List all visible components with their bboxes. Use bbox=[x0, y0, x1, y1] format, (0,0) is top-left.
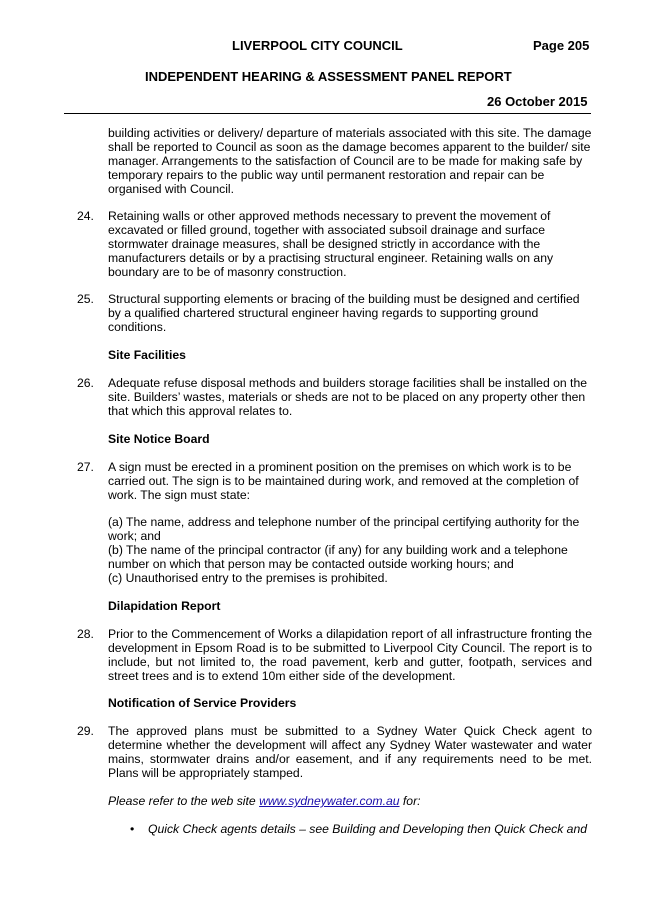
bullet-icon: • bbox=[130, 822, 135, 836]
refer-line bbox=[108, 794, 592, 808]
condition-26-number: 26. bbox=[77, 376, 94, 390]
sign-item-a: (a) The name, address and telephone number of the principal certifying authority for the work; and bbox=[108, 515, 580, 543]
sign-item-b: (b) The name of the principal contractor (if any) for any building work and a telephone number on which that person may be contacted outside working hours; and bbox=[108, 543, 568, 571]
heading-site-facilities: Site Facilities bbox=[108, 348, 186, 362]
condition-27-number: 27. bbox=[77, 460, 94, 474]
condition-29-text: The approved plans must be submitted to a Sydney Water Quick Check agent to determine whether the development will affect any Sydney Water wastewater and water mains, stormwater drains and/or easement, and if any requirements need to be met. Plans will be appropriately stamped. bbox=[108, 724, 592, 780]
heading-site-notice-board: Site Notice Board bbox=[108, 432, 210, 446]
refer-suffix: for: bbox=[399, 794, 421, 808]
condition-24-text: Retaining walls or other approved methods necessary to prevent the movement of excavated or filled ground, together with associated subsoil drainage and surface stormwater drainage measures, shall be designed strictly in accordance with the manufacturers details or by a practising structural engineer. Retaining walls on any boundary are to be of masonry construction. bbox=[108, 209, 554, 279]
council-name: LIVERPOOL CITY COUNCIL bbox=[232, 38, 403, 53]
condition-28-number: 28. bbox=[77, 627, 94, 641]
condition-25-number: 25. bbox=[77, 292, 94, 306]
bullet-item-quick-check: Quick Check agents details – see Building and Developing then Quick Check and bbox=[148, 822, 588, 836]
condition-28-text: Prior to the Commencement of Works a dilapidation report of all infrastructure fronting the development in Epsom Road is to be submitted to Liverpool City Council. The report is to include, but not limited to, the road pavement, kerb and gutter, footpath, services and street trees and is to extend 10m either side of the development. bbox=[108, 627, 592, 683]
sydney-water-link[interactable]: www.sydneywater.com.au bbox=[259, 794, 400, 808]
page-number: Page 205 bbox=[533, 38, 590, 53]
condition-27-text: A sign must be erected in a prominent position on the premises on which work is to be carried out. The sign is to be maintained during work, and removed at the completion of work. The sign must state: bbox=[108, 460, 579, 502]
condition-26-text: Adequate refuse disposal methods and builders storage facilities shall be installed on the site. Builders’ wastes, materials or sheds are not to be placed on any property other then that which this approval relates to. bbox=[108, 376, 587, 418]
condition-24-number: 24. bbox=[77, 209, 94, 223]
condition-25-text: Structural supporting elements or bracing of the building must be designed and certified by a qualified chartered structural engineer having regards to supporting ground conditions. bbox=[108, 292, 580, 334]
heading-notification-service-providers: Notification of Service Providers bbox=[108, 696, 297, 710]
refer-text: Please refer to the web site bbox=[108, 794, 260, 808]
condition-29-number: 29. bbox=[77, 724, 94, 738]
sign-item-c: (c) Unauthorised entry to the premises is prohibited. bbox=[108, 571, 388, 585]
heading-dilapidation-report: Dilapidation Report bbox=[108, 599, 221, 613]
header-divider bbox=[64, 113, 591, 114]
report-date: 26 October 2015 bbox=[487, 94, 588, 109]
report-title: INDEPENDENT HEARING & ASSESSMENT PANEL REPORT bbox=[145, 69, 512, 84]
continued-paragraph: building activities or delivery/ departure of materials associated with this site. The damage shall be reported to Council as soon as the damage becomes apparent to the builder/ site manager. Arrangements to the satisfaction of Council are to be made for making safe by temporary repairs to the public way until permanent restoration and repair can be organised with Council. bbox=[108, 126, 592, 196]
